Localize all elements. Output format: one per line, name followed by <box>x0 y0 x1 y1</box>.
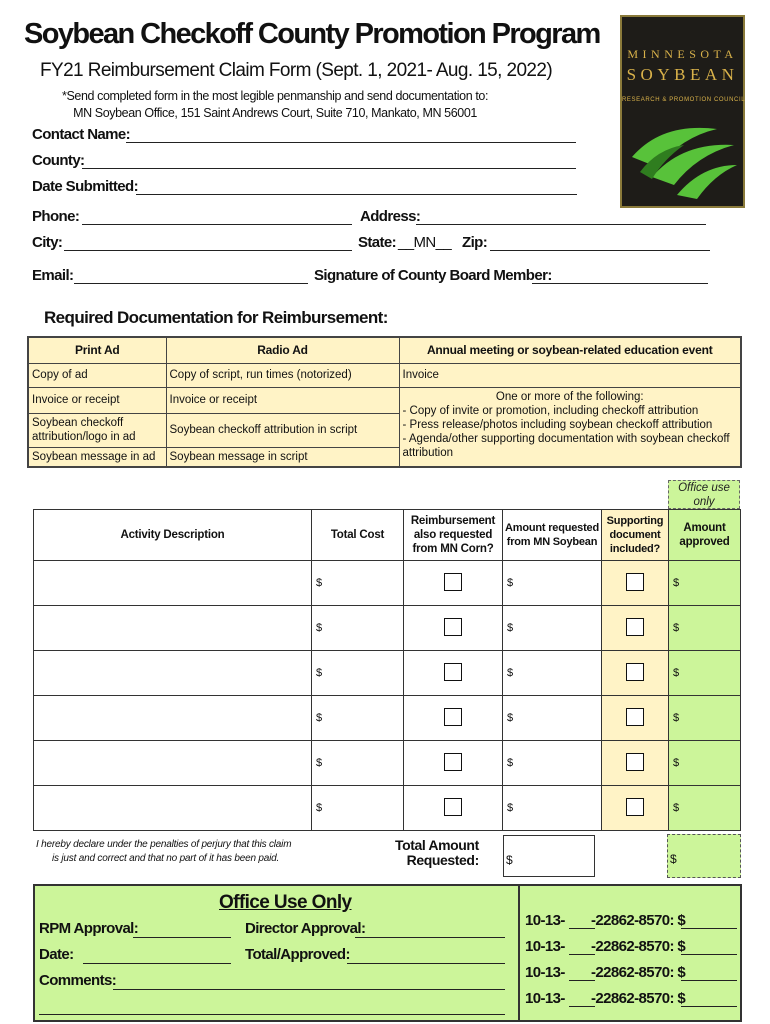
required-docs-title: Required Documentation for Reimbursement: <box>44 308 388 327</box>
city-label: City: <box>32 234 63 251</box>
currency-symbol: $ <box>316 712 323 724</box>
comments-label: Comments: <box>39 972 117 989</box>
date-submitted-field[interactable] <box>136 194 577 195</box>
activity-description-header: Activity Description <box>34 510 312 561</box>
activity-description-cell[interactable] <box>34 696 312 741</box>
event-item-3: - Agenda/other supporting documentation with soybean checkoff attribution <box>402 432 730 459</box>
date-submitted-label: Date Submitted: <box>32 178 139 195</box>
mn-corn-checkbox[interactable] <box>444 663 462 681</box>
email-field[interactable] <box>74 283 308 284</box>
mn-corn-cell <box>404 696 503 741</box>
total-amount-label <box>395 838 479 868</box>
declaration-line-2: is just and correct and that no part of it has been paid. <box>52 853 280 864</box>
supporting-doc-cell <box>602 786 669 831</box>
table-row <box>34 651 741 696</box>
table-cell: Soybean checkoff attribution/logo in ad <box>28 413 166 447</box>
radio-ad-header: Radio Ad <box>166 337 399 363</box>
office-divider <box>518 886 520 1020</box>
activity-description-cell[interactable] <box>34 741 312 786</box>
event-header: Annual meeting or soybean-related education event <box>399 337 741 363</box>
zip-label: Zip: <box>462 234 488 251</box>
signature-label: Signature of County Board Member: <box>314 267 552 284</box>
comments-field-line-1[interactable] <box>113 989 505 990</box>
account-amount-field[interactable] <box>681 928 737 929</box>
currency-symbol: $ <box>316 802 323 814</box>
rpm-approval-label: RPM Approval: <box>39 920 139 937</box>
amount-approved-cell[interactable] <box>669 696 741 741</box>
account-prefix: 10-13- <box>525 938 565 955</box>
currency-symbol: $ <box>673 802 680 814</box>
amount-requested-cell[interactable] <box>503 561 602 606</box>
amount-approved-cell[interactable] <box>669 786 741 831</box>
total-approved-field[interactable] <box>667 834 741 878</box>
account-prefix: 10-13- <box>525 964 565 981</box>
table-cell: Soybean message in ad <box>28 447 166 467</box>
print-ad-header: Print Ad <box>28 337 166 363</box>
account-suffix: -22862-8570: $ <box>591 964 686 981</box>
activity-description-cell[interactable] <box>34 561 312 606</box>
director-approval-field[interactable] <box>355 937 505 938</box>
supporting-doc-checkbox[interactable] <box>626 573 644 591</box>
mn-corn-cell <box>404 606 503 651</box>
declaration-line-1: I hereby declare under the penalties of perjury that this claim <box>36 839 292 850</box>
table-cell: Soybean message in script <box>166 447 399 467</box>
table-row <box>34 696 741 741</box>
table-cell: Soybean checkoff attribution in script <box>166 413 399 447</box>
currency-symbol: $ <box>507 577 514 589</box>
state-label: State: <box>358 234 397 251</box>
currency-symbol: $ <box>507 757 514 769</box>
office-use-only-tag <box>668 480 740 509</box>
activity-header-row <box>34 510 741 561</box>
table-cell: Copy of script, run times (notorized) <box>166 363 399 387</box>
comments-field-line-2[interactable] <box>39 1014 505 1015</box>
supporting-doc-cell <box>602 741 669 786</box>
mn-corn-checkbox[interactable] <box>444 618 462 636</box>
total-cost-cell[interactable] <box>312 561 404 606</box>
supporting-doc-cell <box>602 561 669 606</box>
county-label: County: <box>32 152 85 169</box>
table-row <box>34 741 741 786</box>
amount-requested-cell[interactable] <box>503 786 602 831</box>
supporting-doc-cell <box>602 651 669 696</box>
amount-approved-cell[interactable] <box>669 561 741 606</box>
amount-requested-cell[interactable] <box>503 651 602 696</box>
amount-requested-cell[interactable] <box>503 606 602 651</box>
address-label: Address: <box>360 208 421 225</box>
table-row <box>34 561 741 606</box>
mn-corn-cell <box>404 741 503 786</box>
total-requested-field[interactable] <box>503 835 595 877</box>
activity-description-cell[interactable] <box>34 786 312 831</box>
table-cell: Invoice or receipt <box>166 387 399 413</box>
total-cost-cell[interactable] <box>312 651 404 696</box>
supporting-doc-cell <box>602 696 669 741</box>
total-label-line-2: Requested: <box>406 852 479 868</box>
table-row <box>34 606 741 651</box>
supporting-doc-checkbox[interactable] <box>626 753 644 771</box>
logo-line-1: MINNESOTA <box>627 47 738 61</box>
currency-symbol: $ <box>673 622 680 634</box>
form-subtitle: FY21 Reimbursement Claim Form (Sept. 1, 2021- Aug. 15, 2022) <box>40 60 553 81</box>
phone-label: Phone: <box>32 208 80 225</box>
instruction-line-1: *Send completed form in the most legible penmanship and send documentation to: <box>62 89 489 103</box>
table-cell: Invoice or receipt <box>28 387 166 413</box>
table-cell: Invoice <box>399 363 741 387</box>
required-docs-table <box>27 336 742 468</box>
table-row <box>28 363 741 387</box>
page-title: Soybean Checkoff County Promotion Program <box>24 18 600 50</box>
mn-corn-checkbox[interactable] <box>444 708 462 726</box>
account-prefix: 10-13- <box>525 990 565 1007</box>
total-label-line-1: Total Amount <box>395 837 479 853</box>
currency-symbol: $ <box>316 577 323 589</box>
contact-name-field[interactable] <box>126 142 576 143</box>
mn-corn-header: Reimbursement also requested from MN Corn? <box>404 510 503 561</box>
currency-symbol: $ <box>507 622 514 634</box>
table-header-row <box>28 337 741 363</box>
office-use-only-label: Office use only <box>678 482 730 508</box>
mn-corn-checkbox[interactable] <box>444 798 462 816</box>
phone-field[interactable] <box>82 224 352 225</box>
account-amount-field[interactable] <box>681 1006 737 1007</box>
signature-field[interactable] <box>532 283 708 284</box>
city-field[interactable] <box>64 250 352 251</box>
event-item-2: - Press release/photos including soybean checkoff attribution <box>402 418 713 431</box>
supporting-doc-checkbox[interactable] <box>626 798 644 816</box>
mn-corn-cell <box>404 651 503 696</box>
total-cost-cell[interactable] <box>312 786 404 831</box>
table-row <box>28 387 741 413</box>
amount-approved-header: Amount approved <box>669 510 741 561</box>
activity-description-cell[interactable] <box>34 606 312 651</box>
amount-requested-cell[interactable] <box>503 696 602 741</box>
table-cell: Copy of ad <box>28 363 166 387</box>
mn-corn-cell <box>404 786 503 831</box>
activity-description-cell[interactable] <box>34 651 312 696</box>
county-field[interactable] <box>82 168 576 169</box>
zip-field[interactable] <box>490 250 710 251</box>
email-label: Email: <box>32 267 74 284</box>
total-approved-currency: $ <box>670 852 677 866</box>
currency-symbol: $ <box>673 757 680 769</box>
currency-symbol: $ <box>507 712 514 724</box>
logo-line-2: SOYBEAN <box>626 65 739 84</box>
table-row <box>34 786 741 831</box>
office-use-section <box>33 884 742 1022</box>
total-cost-cell[interactable] <box>312 606 404 651</box>
total-cost-cell[interactable] <box>312 696 404 741</box>
total-cost-header: Total Cost <box>312 510 404 561</box>
event-requirements-cell <box>399 387 741 467</box>
logo-line-3: RESEARCH & PROMOTION COUNCIL <box>622 97 746 103</box>
total-approved-label: Total/Approved: <box>245 946 350 963</box>
activity-table <box>33 509 741 831</box>
amount-approved-cell[interactable] <box>669 606 741 651</box>
currency-symbol: $ <box>673 577 680 589</box>
office-date-label: Date: <box>39 946 74 963</box>
office-total-approved-field[interactable] <box>347 963 505 964</box>
event-item-1: - Copy of invite or promotion, including checkoff attribution <box>402 404 699 417</box>
contact-name-label: Contact Name: <box>32 126 131 143</box>
currency-symbol: $ <box>507 802 514 814</box>
office-use-heading: Office Use Only <box>219 892 352 913</box>
amount-approved-cell[interactable] <box>669 741 741 786</box>
field-rows-icon <box>622 117 743 202</box>
currency-symbol: $ <box>316 667 323 679</box>
rpm-approval-field[interactable] <box>133 937 231 938</box>
currency-symbol: $ <box>507 667 514 679</box>
account-suffix: -22862-8570: $ <box>591 912 686 929</box>
amount-requested-header: Amount requested from MN Soybean <box>503 510 602 561</box>
address-field[interactable] <box>416 224 706 225</box>
perjury-declaration <box>36 838 291 866</box>
total-requested-currency: $ <box>506 853 513 867</box>
instruction-line-2: MN Soybean Office, 151 Saint Andrews Court, Suite 710, Mankato, MN 56001 <box>73 106 477 120</box>
amount-requested-cell[interactable] <box>503 741 602 786</box>
mn-corn-cell <box>404 561 503 606</box>
minnesota-soybean-logo <box>620 15 745 208</box>
supporting-doc-header: Supporting document included? <box>602 510 669 561</box>
instructions <box>62 88 488 122</box>
currency-symbol: $ <box>673 712 680 724</box>
supporting-doc-checkbox[interactable] <box>626 663 644 681</box>
mn-corn-checkbox[interactable] <box>444 753 462 771</box>
supporting-doc-checkbox[interactable] <box>626 618 644 636</box>
amount-approved-cell[interactable] <box>669 651 741 696</box>
mn-corn-checkbox[interactable] <box>444 573 462 591</box>
currency-symbol: $ <box>316 757 323 769</box>
account-amount-field[interactable] <box>681 980 737 981</box>
state-field[interactable]: __MN__ <box>398 234 452 251</box>
total-cost-cell[interactable] <box>312 741 404 786</box>
supporting-doc-checkbox[interactable] <box>626 708 644 726</box>
supporting-doc-cell <box>602 606 669 651</box>
director-approval-label: Director Approval: <box>245 920 366 937</box>
office-date-field[interactable] <box>83 963 231 964</box>
event-intro: One or more of the following: <box>495 390 644 403</box>
account-amount-field[interactable] <box>681 954 737 955</box>
account-prefix: 10-13- <box>525 912 565 929</box>
currency-symbol: $ <box>673 667 680 679</box>
account-suffix: -22862-8570: $ <box>591 938 686 955</box>
account-suffix: -22862-8570: $ <box>591 990 686 1007</box>
currency-symbol: $ <box>316 622 323 634</box>
